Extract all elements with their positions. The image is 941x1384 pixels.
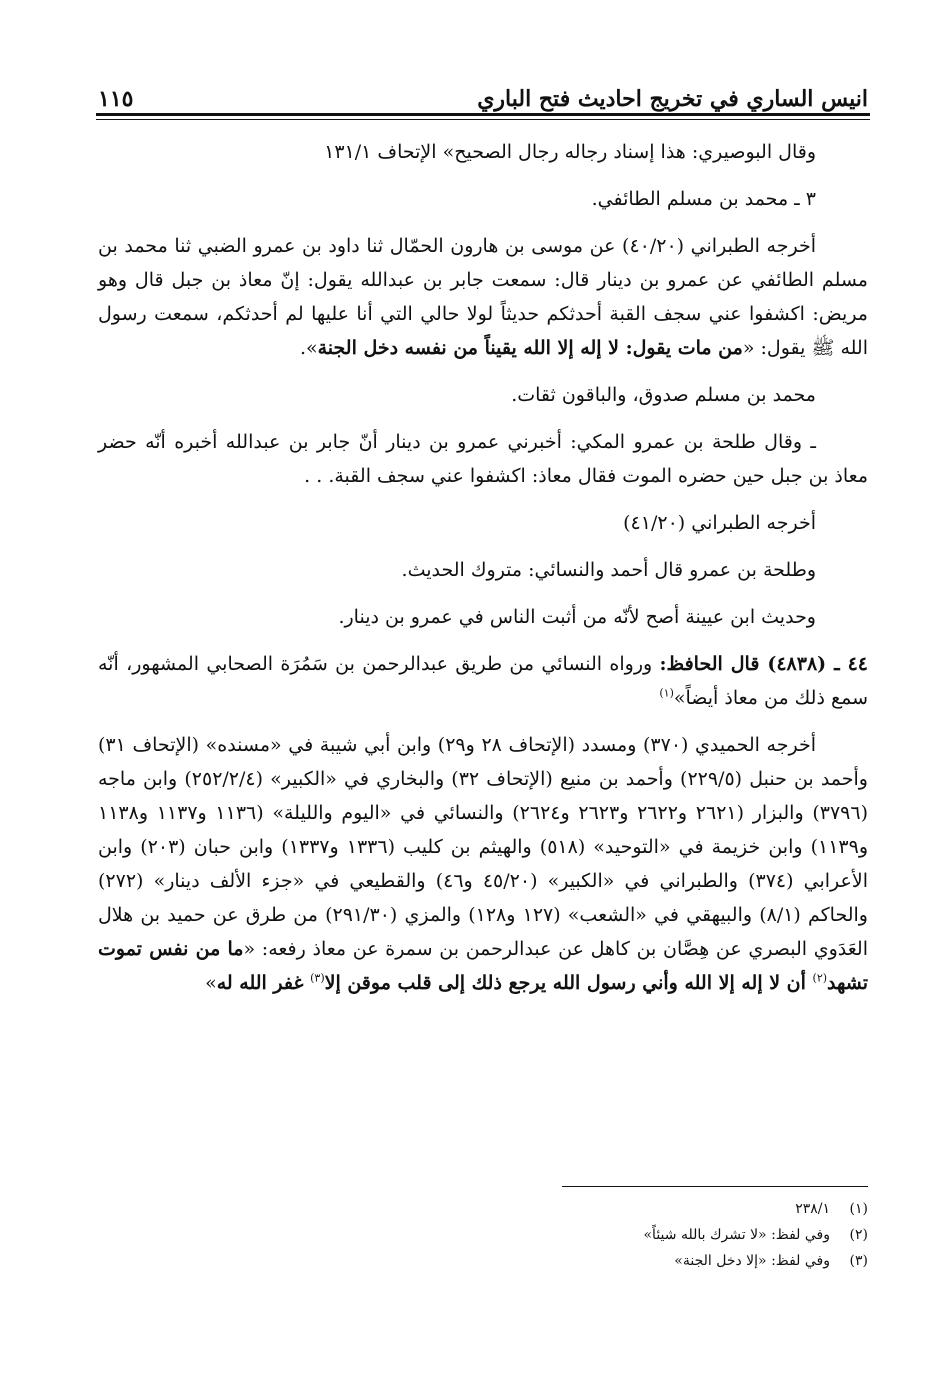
paragraph-text: ». xyxy=(299,337,318,359)
footnote-ref: (٣) xyxy=(310,971,325,985)
paragraph: وطلحة بن عمرو قال أحمد والنسائي: متروك الحديث. xyxy=(401,559,816,581)
paragraph-text: أخرجه الحميدي (٣٧٠) ومسدد (الإتحاف ٢٨ و٢٩) وابن أبي شيبة في «مسنده» (الإتحاف ٣١) وأحمد بن حنبل (٢٢٩/٥) وأحمد بن منيع (الإتحاف ٣٢) والبخاري في «الكبير» (٢٥٢/٢/٤) وابن ماجه (٣٧٩٦) والبزار (٢٦٢١ و٢٦٢٢ و٢٦٢٣ و٢٦٢٤) والنسائي في «اليوم والليلة» (١١٣٦ و١١٣٧ و١١٣٨ و١١٣٩) وابن خزيمة في «التوحيد» (٥١٨) والهيثم بن كليب (١٣٣٦ و١٣٣٧) وابن حبان (٢٠٣) وابن الأعرابي (٣٧٤) والطبراني في «الكبير» (٤٥/٢٠ و٤٦) والقطيعي في «جزء الألف دينار» (٢٧٢) والحاكم (٨/١) والبيهقي في «الشعب» (١٢٧ و١٢٨) والمزي (٢٩١/٣٠) من طرق عن حميد بن هلال العَدَوي البصري عن هِصَّان بن كاهل عن عبدالرحمن بن سمرة عن معاذ رفعه: « xyxy=(98,734,869,960)
paragraph: أخرجه الطبراني (٤١/٢٠) xyxy=(623,512,816,534)
entry-heading: ٤٤ ـ (٤٨٣٨) قال الحافظ: xyxy=(659,653,868,675)
paragraph: وحديث ابن عيينة أصح لأنّه من أثبت الناس في عمرو بن دينار. xyxy=(338,606,816,628)
hadith-text: غفر الله له xyxy=(216,972,311,994)
paragraph: محمد بن مسلم صدوق، والباقون ثقات. xyxy=(511,384,816,406)
header-rule-thin xyxy=(96,119,870,120)
footnotes xyxy=(300,1196,868,1274)
paragraph-text: ورواه النسائي من طريق عبدالرحمن بن سَمُرَة الصحابي المشهور، أنّه سمع ذلك من معاذ أيضاً» xyxy=(98,653,868,709)
paragraph: وقال البوصيري: هذا إسناد رجاله رجال الصحيح» الإتحاف ١٣١/١ xyxy=(324,141,816,163)
footnote-ref: (١) xyxy=(659,686,674,700)
numbered-entry xyxy=(98,647,868,715)
header-rule-thick xyxy=(96,113,870,116)
paragraph xyxy=(98,229,868,365)
paragraph-text: » xyxy=(205,972,217,994)
paragraph-text: أخرجه الطبراني (٤٠/٢٠) عن موسى بن هارون الحمّال ثنا داود بن عمرو الضبي ثنا محمد بن مسلم الطائفي عن عمرو بن دينار قال: سمعت جابر بن عبدالله يقول: إنّ معاذ بن جبل قال وهو مريض: اكشفوا عني سجف القبة أحدثكم حديثاً لولا حالي التي أنا عليها لم أحدثكم، سمعت رسول الله ﷺ يقول: « xyxy=(98,235,868,359)
footnote-rule xyxy=(562,1186,868,1187)
footnote xyxy=(300,1222,868,1248)
page-number: ١١٥ xyxy=(98,86,134,112)
hadith-text: من مات يقول: لا إله إلا الله يقيناً من نفسه دخل الجنة xyxy=(317,337,743,359)
paragraph xyxy=(98,728,868,1000)
footnote-number: (١) xyxy=(849,1201,868,1217)
footnote-text: وفي لفظ: «لا تشرك بالله شيئاً» xyxy=(643,1227,830,1243)
hadith-text: ما من نفس تموت تشهد xyxy=(98,938,868,994)
footnote xyxy=(300,1196,868,1222)
footnote-ref: (٢) xyxy=(812,971,828,985)
footnote-text: وفي لفظ: «إلا دخل الجنة» xyxy=(674,1253,830,1269)
running-title: انيس الساري في تخريج احاديث فتح الباري xyxy=(477,86,868,112)
footnote xyxy=(300,1248,868,1274)
main-text xyxy=(98,135,868,1013)
footnote-text: ٢٣٨/١ xyxy=(795,1201,830,1217)
footnote-number: (٢) xyxy=(849,1227,868,1243)
page-header xyxy=(98,72,868,112)
hadith-text: أن لا إله إلا الله وأني رسول الله يرجع ذلك إلى قلب موقن إلا xyxy=(324,972,813,994)
footnote-number: (٣) xyxy=(849,1253,868,1269)
numbered-heading: ٣ ـ محمد بن مسلم الطائفي. xyxy=(591,188,816,210)
paragraph: ـ وقال طلحة بن عمرو المكي: أخبرني عمرو بن دينار أنّ جابر بن عبدالله أخبره أنّه حضر معاذ بن جبل حين حضره الموت فقال معاذ: اكشفوا عني سجف القبة. . . xyxy=(98,431,868,487)
